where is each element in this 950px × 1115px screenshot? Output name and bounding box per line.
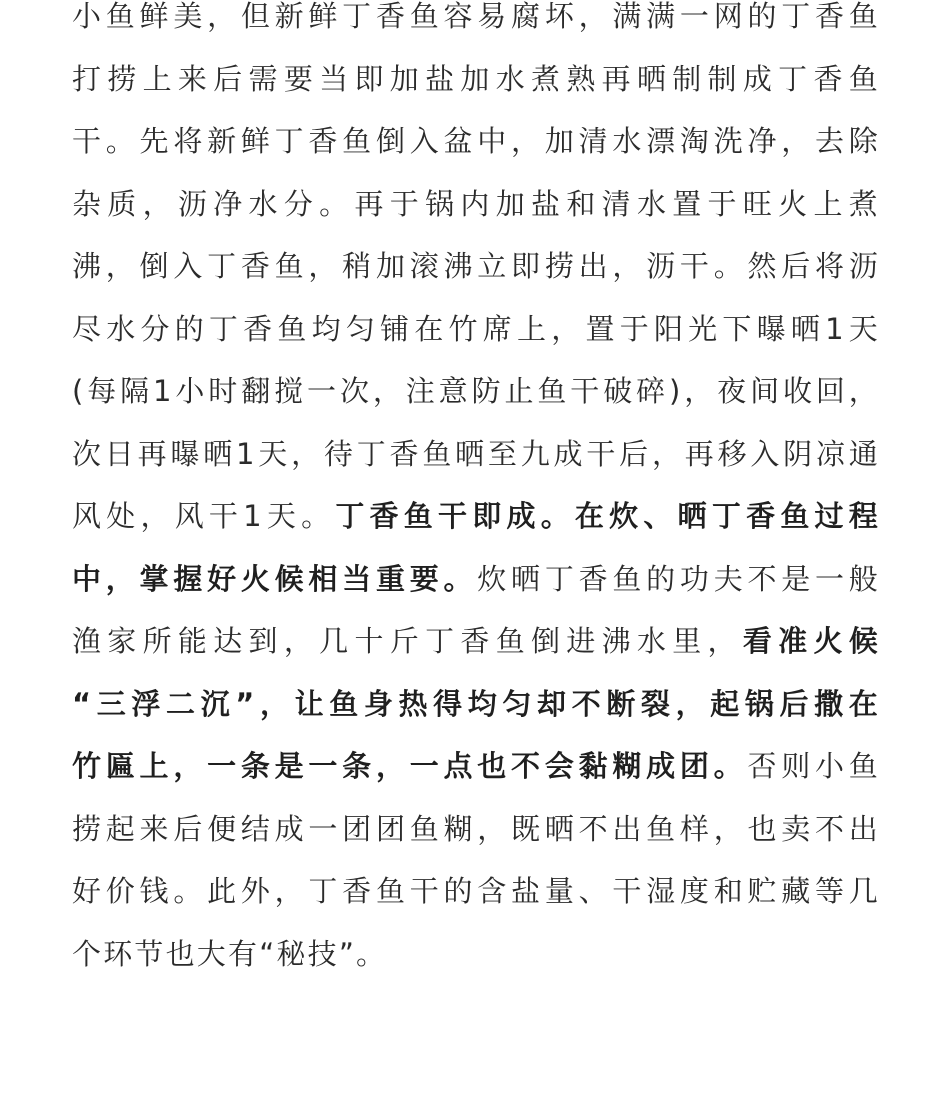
text-line <box>72 309 880 349</box>
body-text: 沸，倒入丁香鱼，稍加滚沸立即捞出，沥干。然后将沥 <box>72 249 880 283</box>
body-text: 次日再曝晒1天，待丁香鱼晒至九成干后，再移入阴凉通 <box>72 436 880 471</box>
emphasized-text: 竹匾上，一条是一条，一点也不会黏糊成团。 <box>72 749 748 783</box>
emphasized-text: “三浮二沉”，让鱼身热得均匀却不断裂，起锅后撒在 <box>72 686 880 721</box>
text-line <box>72 746 880 786</box>
body-text: 干。先将新鲜丁香鱼倒入盆中，加清水漂淘洗净，去除 <box>72 124 880 158</box>
body-text: 杂质，沥净水分。再于锅内加盐和清水置于旺火上煮 <box>72 186 880 221</box>
text-line <box>72 809 880 849</box>
text-line <box>72 59 880 99</box>
body-text: 否则小鱼 <box>747 749 880 783</box>
body-text: 炊晒丁香鱼的功夫不是一般 <box>477 561 880 596</box>
text-line <box>72 621 880 661</box>
text-line <box>72 684 880 724</box>
body-text: 风处，风干1天。 <box>72 499 336 533</box>
body-text: 打捞上来后需要当即加盐加水煮熟再晒制制成丁香鱼 <box>72 61 880 96</box>
emphasized-text: 看准火候 <box>742 624 880 658</box>
body-text: 捞起来后便结成一团团鱼糊，既晒不出鱼样，也卖不出 <box>72 811 880 846</box>
text-line <box>72 934 880 974</box>
body-text: 好价钱。此外，丁香鱼干的含盐量、干湿度和贮藏等几 <box>72 874 880 908</box>
body-text: 个环节也大有“秘技”。 <box>72 936 388 971</box>
text-line <box>72 496 880 536</box>
body-text: 渔家所能达到，几十斤丁香鱼倒进沸水里， <box>72 624 743 658</box>
text-line <box>72 871 880 911</box>
body-text: (每隔1小时翻搅一次，注意防止鱼干破碎)，夜间收回， <box>72 374 880 408</box>
text-line <box>72 121 880 161</box>
emphasized-text: 中，掌握好火候相当重要。 <box>72 561 478 596</box>
text-line <box>72 184 880 224</box>
text-line <box>72 434 880 474</box>
emphasized-text: 丁香鱼干即成。在炊、晒丁香鱼过程 <box>335 499 880 533</box>
text-line <box>72 0 880 36</box>
body-text: 尽水分的丁香鱼均匀铺在竹席上，置于阳光下曝晒1天 <box>72 311 880 346</box>
body-text: 小鱼鲜美，但新鲜丁香鱼容易腐坏，满满一网的丁香鱼 <box>72 0 880 33</box>
text-line <box>72 246 880 286</box>
text-line <box>72 559 880 599</box>
text-line <box>72 371 880 411</box>
